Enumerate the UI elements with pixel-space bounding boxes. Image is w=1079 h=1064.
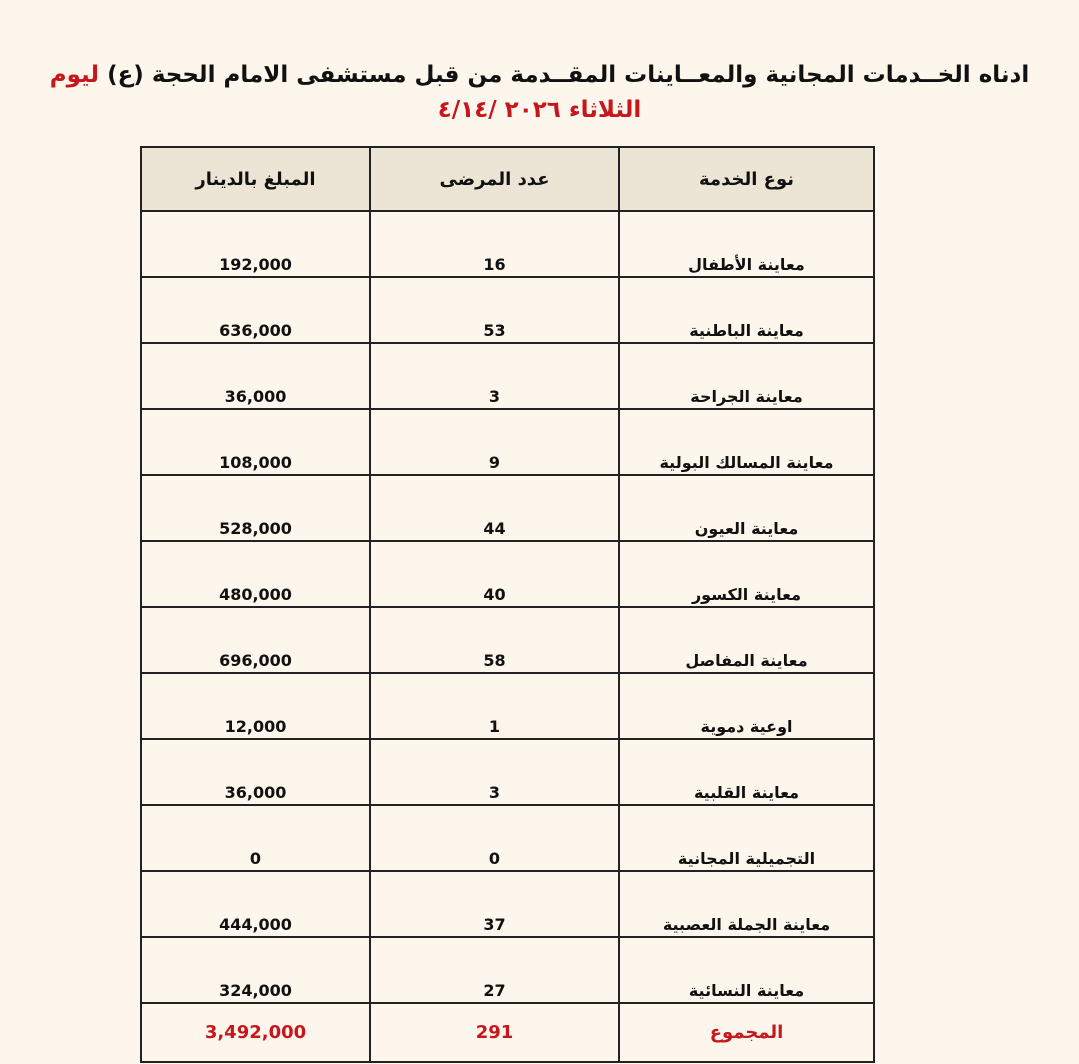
count-cell: 1 xyxy=(370,673,619,739)
table-header-row xyxy=(141,147,874,211)
table-row xyxy=(141,409,874,475)
service-cell: معاينة الجملة العصبية xyxy=(619,871,874,937)
count-cell: 9 xyxy=(370,409,619,475)
service-cell: معاينة الأطفال xyxy=(619,211,874,277)
amount-cell: 36,000 xyxy=(141,739,370,805)
table-row xyxy=(141,343,874,409)
table-row xyxy=(141,937,874,1003)
total-count: 291 xyxy=(370,1003,619,1062)
header-service: نوع الخدمة xyxy=(619,147,874,211)
amount-cell: 12,000 xyxy=(141,673,370,739)
count-cell: 37 xyxy=(370,871,619,937)
title-day-word: ليوم xyxy=(49,62,100,88)
service-cell: معاينة الكسور xyxy=(619,541,874,607)
count-cell: 44 xyxy=(370,475,619,541)
amount-cell: 696,000 xyxy=(141,607,370,673)
service-cell: معاينة العيون xyxy=(619,475,874,541)
service-cell: اوعية دموية xyxy=(619,673,874,739)
header-count: عدد المرضى xyxy=(370,147,619,211)
amount-cell: 108,000 xyxy=(141,409,370,475)
services-table xyxy=(140,146,875,1063)
amount-cell: 444,000 xyxy=(141,871,370,937)
service-cell: معاينة القلبية xyxy=(619,739,874,805)
count-cell: 16 xyxy=(370,211,619,277)
count-cell: 40 xyxy=(370,541,619,607)
table-row xyxy=(141,673,874,739)
table-row xyxy=(141,739,874,805)
table-row xyxy=(141,211,874,277)
amount-cell: 192,000 xyxy=(141,211,370,277)
amount-cell: 0 xyxy=(141,805,370,871)
count-cell: 27 xyxy=(370,937,619,1003)
count-cell: 3 xyxy=(370,343,619,409)
total-row xyxy=(141,1003,874,1062)
table-row xyxy=(141,541,874,607)
count-cell: 3 xyxy=(370,739,619,805)
table-row xyxy=(141,607,874,673)
table-row xyxy=(141,277,874,343)
amount-cell: 528,000 xyxy=(141,475,370,541)
amount-cell: 36,000 xyxy=(141,343,370,409)
amount-cell: 324,000 xyxy=(141,937,370,1003)
service-cell: معاينة الباطنية xyxy=(619,277,874,343)
count-cell: 58 xyxy=(370,607,619,673)
table-row xyxy=(141,871,874,937)
service-cell: معاينة المفاصل xyxy=(619,607,874,673)
service-cell: معاينة الجراحة xyxy=(619,343,874,409)
service-cell: معاينة المسالك البولية xyxy=(619,409,874,475)
count-cell: 53 xyxy=(370,277,619,343)
service-cell: التجميلية المجانية xyxy=(619,805,874,871)
service-cell: معاينة النسائية xyxy=(619,937,874,1003)
table-row xyxy=(141,805,874,871)
total-amount: 3,492,000 xyxy=(141,1003,370,1062)
title-main: ادناه الخــدمات المجانية والمعــاينات المقــدمة من قبل مستشفى الامام الحجة (ع) xyxy=(99,62,1030,88)
page-date: الثلاثاء ٢٠٢٦ /٤/١٤ xyxy=(437,97,642,123)
amount-cell: 636,000 xyxy=(141,277,370,343)
table-row xyxy=(141,475,874,541)
header-amount: المبلغ بالدينار xyxy=(141,147,370,211)
total-label: المجموع xyxy=(619,1003,874,1062)
count-cell: 0 xyxy=(370,805,619,871)
amount-cell: 480,000 xyxy=(141,541,370,607)
page-title xyxy=(0,58,1079,92)
